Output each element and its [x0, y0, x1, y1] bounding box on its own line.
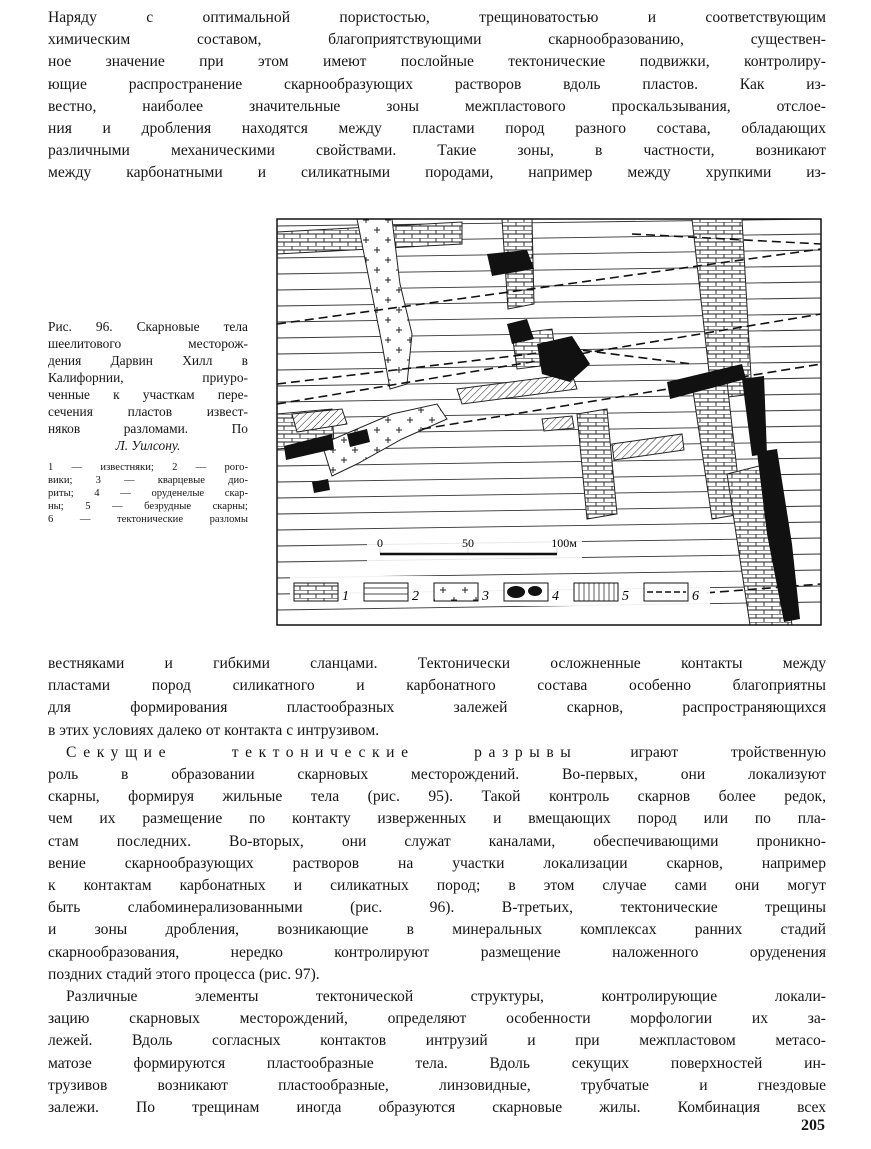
- text-line: залежи. По трещинам иногда образуются скарновые жилы. Комбинация всех: [48, 1099, 826, 1117]
- text-line: химическим составом, благоприятствующими скарнообразованию, существен-: [48, 31, 826, 49]
- text-line: ное значение при этом имеют послойные тектонические подвижки, контролиру-: [48, 53, 826, 71]
- text-line: матозе формируются пластообразные тела. Вдоль секущих поверхностей ин-: [48, 1054, 826, 1072]
- legend-number: 2: [412, 589, 419, 604]
- text-line: ющие распространение скарнообразующих растворов вдоль пластов. Как из-: [48, 75, 826, 93]
- page-number: 205: [801, 1117, 825, 1134]
- paragraph-top: [48, 7, 826, 185]
- legend-number: 6: [692, 589, 699, 604]
- caption-line: Рис. 96. Скарновые тела: [48, 319, 248, 334]
- text-line: скарны, формируя жильные тела (рис. 95). Такой контроль скарнов более редок,: [48, 788, 826, 806]
- text-line: различными механическими свойствами. Такие зоны, в частности, возникают: [48, 142, 826, 160]
- legend-number: 5: [622, 589, 629, 604]
- figure-legend-text: [48, 461, 248, 526]
- text-line: быть слабоминерализованными (рис. 96). В-третьих, тектонические трещины: [48, 899, 826, 917]
- text-line: для формирования пластообразных залежей скарнов, распространяющихся: [48, 699, 826, 717]
- text-line: ния и дробления находятся между пластами пород разного состава, обладающих: [48, 120, 826, 138]
- text-line: зацию скарновых месторождений, определяют особенности морфологии их за-: [48, 1010, 826, 1028]
- barren-skarn: [542, 416, 574, 431]
- text-line: к контактам карбонатных и силикатных пород; в этом случае сами они могут: [48, 877, 826, 895]
- scale-label-0: 0: [377, 536, 383, 550]
- map-body: [277, 219, 821, 625]
- legend-line: вики; 3 — кварцевые дио-: [48, 475, 248, 486]
- text-line: вестно, наиболее значительные зоны межпластового проскальзывания, отслое-: [48, 97, 826, 115]
- caption-line: ченные к участкам пере-: [48, 387, 248, 402]
- text-line: пластами пород силикатного и карбонатного состава особенно благоприятны: [48, 677, 826, 695]
- spaced-emphasis: Секущие тектонические разрывы: [66, 743, 578, 761]
- geologic-map-figure: [272, 214, 826, 628]
- caption-line: Калифорнии, приуро-: [48, 370, 248, 385]
- text-line: и зоны дробления, возникающие в минеральных комплексах ранних стадий: [48, 921, 826, 939]
- legend-swatch-limestone: [294, 583, 338, 601]
- legend-line: риты; 4 — оруденелые скар-: [48, 488, 248, 499]
- legend-swatch-barren-skarn: [574, 583, 618, 601]
- text-line: Наряду с оптимальной пористостью, трещиноватостью и соответствующим: [48, 9, 826, 26]
- text-line: в этих условиях далеко от контакта с интрузивом.: [48, 721, 380, 739]
- legend-line: 6 — тектонические разломы: [48, 514, 248, 525]
- text-line: стам последних. Во-вторых, они служат каналами, обеспечивающими проникно-: [48, 832, 826, 850]
- body-text: [48, 653, 826, 1119]
- text-line: роль в образовании скарновых месторождений. Во-первых, они локализуют: [48, 766, 826, 784]
- text-line: чем их размещение по контакту изверженных и вмещающих пород или по пла-: [48, 810, 826, 828]
- text-line: скарнообразования, нередко контролируют размещение наложенного оруденения: [48, 943, 826, 961]
- figure-caption: [48, 318, 248, 454]
- text-line: вестняками и гибкими сланцами. Тектонически осложненные контакты между: [48, 655, 826, 672]
- text-line: трузивов возникают пластообразные, линзовидные, трубчатые и гнездовые: [48, 1076, 826, 1094]
- legend-swatch-hornfels: [364, 583, 408, 601]
- legend-line: ны; 5 — безрудные скарны;: [48, 501, 248, 512]
- legend-swatch-quartz-diorite: [434, 583, 478, 601]
- text-line: Различные элементы тектонической структуры, контролирующие локали-: [66, 988, 826, 1006]
- legend-number: 4: [552, 589, 559, 604]
- caption-line: няков разломами. По: [48, 421, 248, 436]
- caption-line: сечения пластов извест-: [48, 404, 248, 419]
- text-line: вение скарнообразующих растворов на участки локализации скарнов, например: [48, 854, 826, 872]
- legend-number: 1: [342, 589, 349, 604]
- text-fragment: играют тройственную: [577, 743, 826, 761]
- caption-line: дения Дарвин Хилл в: [48, 353, 248, 368]
- caption-author: Л. Уилсону.: [115, 438, 181, 453]
- text-line: между карбонатными и силикатными породами, например между хрупкими из-: [48, 164, 826, 182]
- text-line: [48, 742, 826, 764]
- legend-number: 3: [482, 589, 489, 604]
- text-line: поздних стадий этого процесса (рис. 97).: [48, 965, 320, 983]
- scale-label-50: 50: [462, 536, 474, 550]
- text-line: лежей. Вдоль согласных контактов интрузий и при межпластовом метасо-: [48, 1032, 826, 1050]
- legend-line: 1 — известняки; 2 — рого-: [48, 462, 248, 473]
- scale-label-100: 100м: [551, 536, 577, 550]
- caption-line: шеелитового месторож-: [48, 336, 248, 351]
